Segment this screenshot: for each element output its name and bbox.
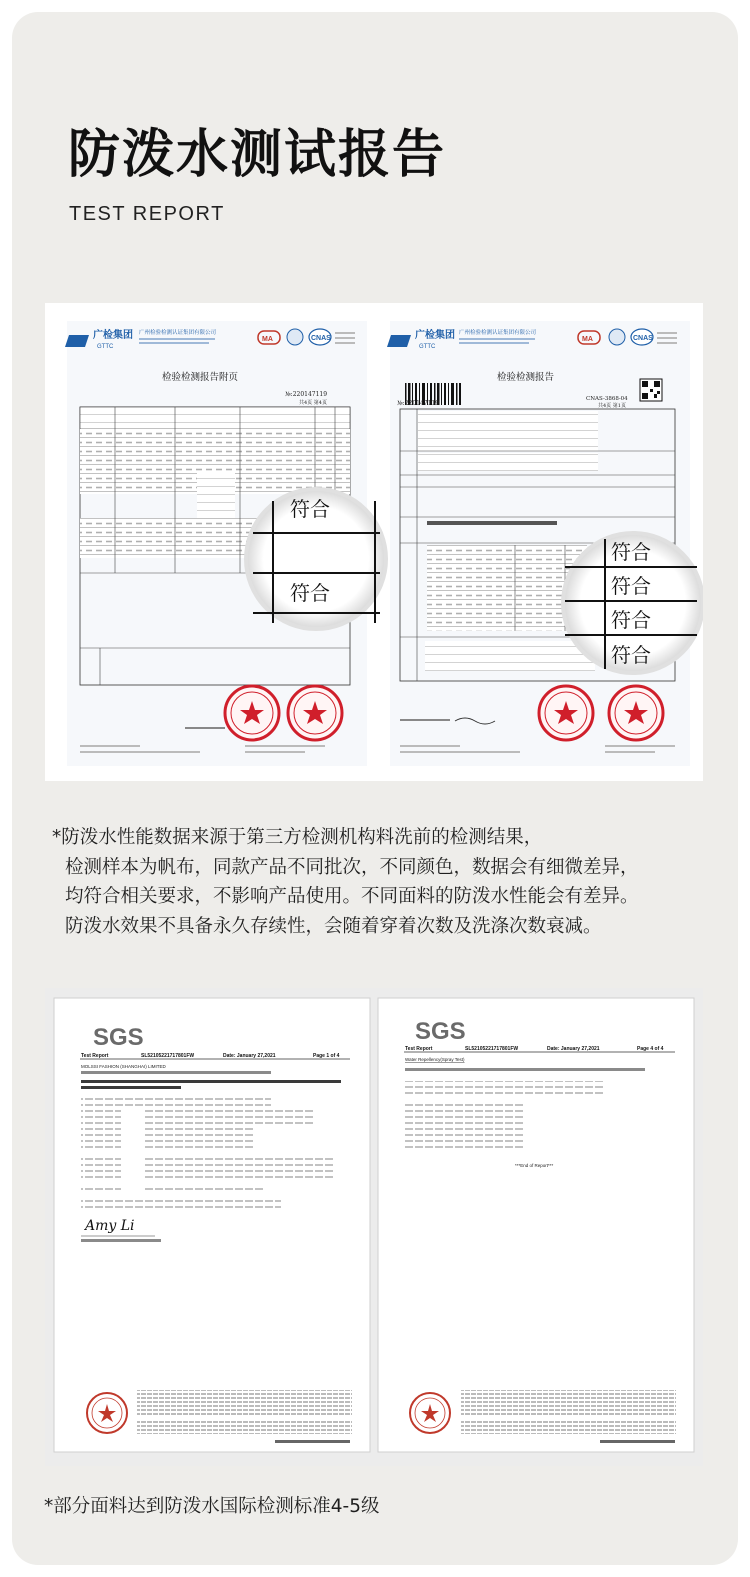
- note-line: 防泼水效果不具备永久存续性，会随着穿着次数及洗涤次数衰减。: [65, 915, 602, 937]
- sgs-logo: SGS: [93, 1024, 144, 1051]
- magnified-result: 符合: [611, 574, 651, 598]
- magnified-result: 符合: [611, 643, 651, 667]
- sgs-report-number: SL52105221717801FW: [141, 1053, 195, 1059]
- note-line: 检测样本为帆布，同款产品不同批次，不同颜色，数据会有细微差异，: [65, 856, 639, 878]
- gttc-org-abbr: GTTC: [419, 344, 436, 350]
- sgs-page: Page 4 of 4: [637, 1046, 664, 1052]
- gttc-lab-name: 广州检验检测认证集团有限公司: [139, 330, 217, 336]
- magnifier-left: [246, 489, 386, 629]
- sgs-test-report: Test Report: [81, 1053, 109, 1059]
- gttc-org-name: 广检集团: [93, 330, 133, 341]
- ilac-icon: [609, 329, 625, 345]
- gttc-lab-name: 广州检验检测认证集团有限公司: [459, 330, 537, 336]
- page-title: 防泼水测试报告: [68, 125, 447, 185]
- sgs-end-of-report: ***End of Report***: [515, 1163, 554, 1168]
- sgs-report-panel: [45, 988, 703, 1466]
- page-subtitle: TEST REPORT: [69, 203, 225, 225]
- note-line: 均符合相关要求，不影响产品使用。不同面料的防泼水性能会有差异。: [65, 886, 639, 907]
- svg-text:CNAS: CNAS: [633, 335, 653, 342]
- sgs-report-date: Date: January 27,2021: [223, 1053, 276, 1059]
- sgs-seal: [87, 1393, 127, 1433]
- sgs-test-report: Test Report: [405, 1046, 433, 1052]
- seal-left-1: [225, 686, 279, 740]
- report-left-title: 检验检测报告附页: [162, 372, 239, 383]
- gttc-logo-icon: [387, 335, 411, 347]
- report-left-pages: 共4页 第4页: [299, 400, 327, 406]
- magnified-result: 符合: [290, 497, 330, 521]
- report-right-code: CNAS-3868-04: [586, 396, 628, 402]
- gttc-report-panel: [45, 303, 703, 781]
- ilac-icon: [287, 329, 303, 345]
- magnifier-right: [563, 533, 703, 673]
- gttc-org-name: 广检集团: [415, 330, 455, 341]
- magnified-result: 符合: [290, 581, 330, 605]
- sgs-logo: SGS: [415, 1018, 466, 1045]
- magnified-result: 符合: [611, 608, 651, 632]
- note-line: *防泼水性能数据来源于第三方检测机构料洗前的检测结果，: [52, 827, 543, 848]
- svg-text:MA: MA: [262, 336, 273, 343]
- sgs-client: MOLSSI FASHION (SHANGHAI) LIMITED: [81, 1064, 166, 1069]
- sgs-page: Page 1 of 4: [313, 1053, 340, 1059]
- report-left-number: №:220147119: [285, 391, 328, 398]
- report-right-title: 检验检测报告: [497, 372, 555, 383]
- sgs-section-title: Water Repellency(Spray Test): [405, 1057, 465, 1062]
- sgs-report-page-1: [54, 998, 370, 1452]
- sgs-report-page-2: [378, 998, 694, 1452]
- footnote: *部分面料达到防泼水国际检测标准4-5级: [44, 1496, 380, 1517]
- gttc-logo-icon: [65, 335, 89, 347]
- seal-right-1: [539, 686, 593, 740]
- qr-code: [640, 379, 662, 401]
- seal-left-2: [288, 686, 342, 740]
- svg-text:MA: MA: [582, 336, 593, 343]
- sgs-report-date: Date: January 27,2021: [547, 1046, 600, 1052]
- sgs-report-number: SL52105221717801FW: [465, 1046, 519, 1052]
- disclaimer-note: [52, 823, 639, 941]
- report-right-number: №:220147119: [397, 400, 440, 407]
- sgs-seal: [410, 1393, 450, 1433]
- seal-right-2: [609, 686, 663, 740]
- report-right-pages: 共4页 第1页: [598, 403, 626, 409]
- magnified-result: 符合: [611, 540, 651, 564]
- svg-text:CNAS: CNAS: [311, 335, 331, 342]
- gttc-org-abbr: GTTC: [97, 344, 114, 350]
- sgs-signature: Amy Li: [85, 1218, 135, 1234]
- gttc-reports-image: [45, 303, 703, 781]
- sgs-reports-image: [45, 988, 703, 1466]
